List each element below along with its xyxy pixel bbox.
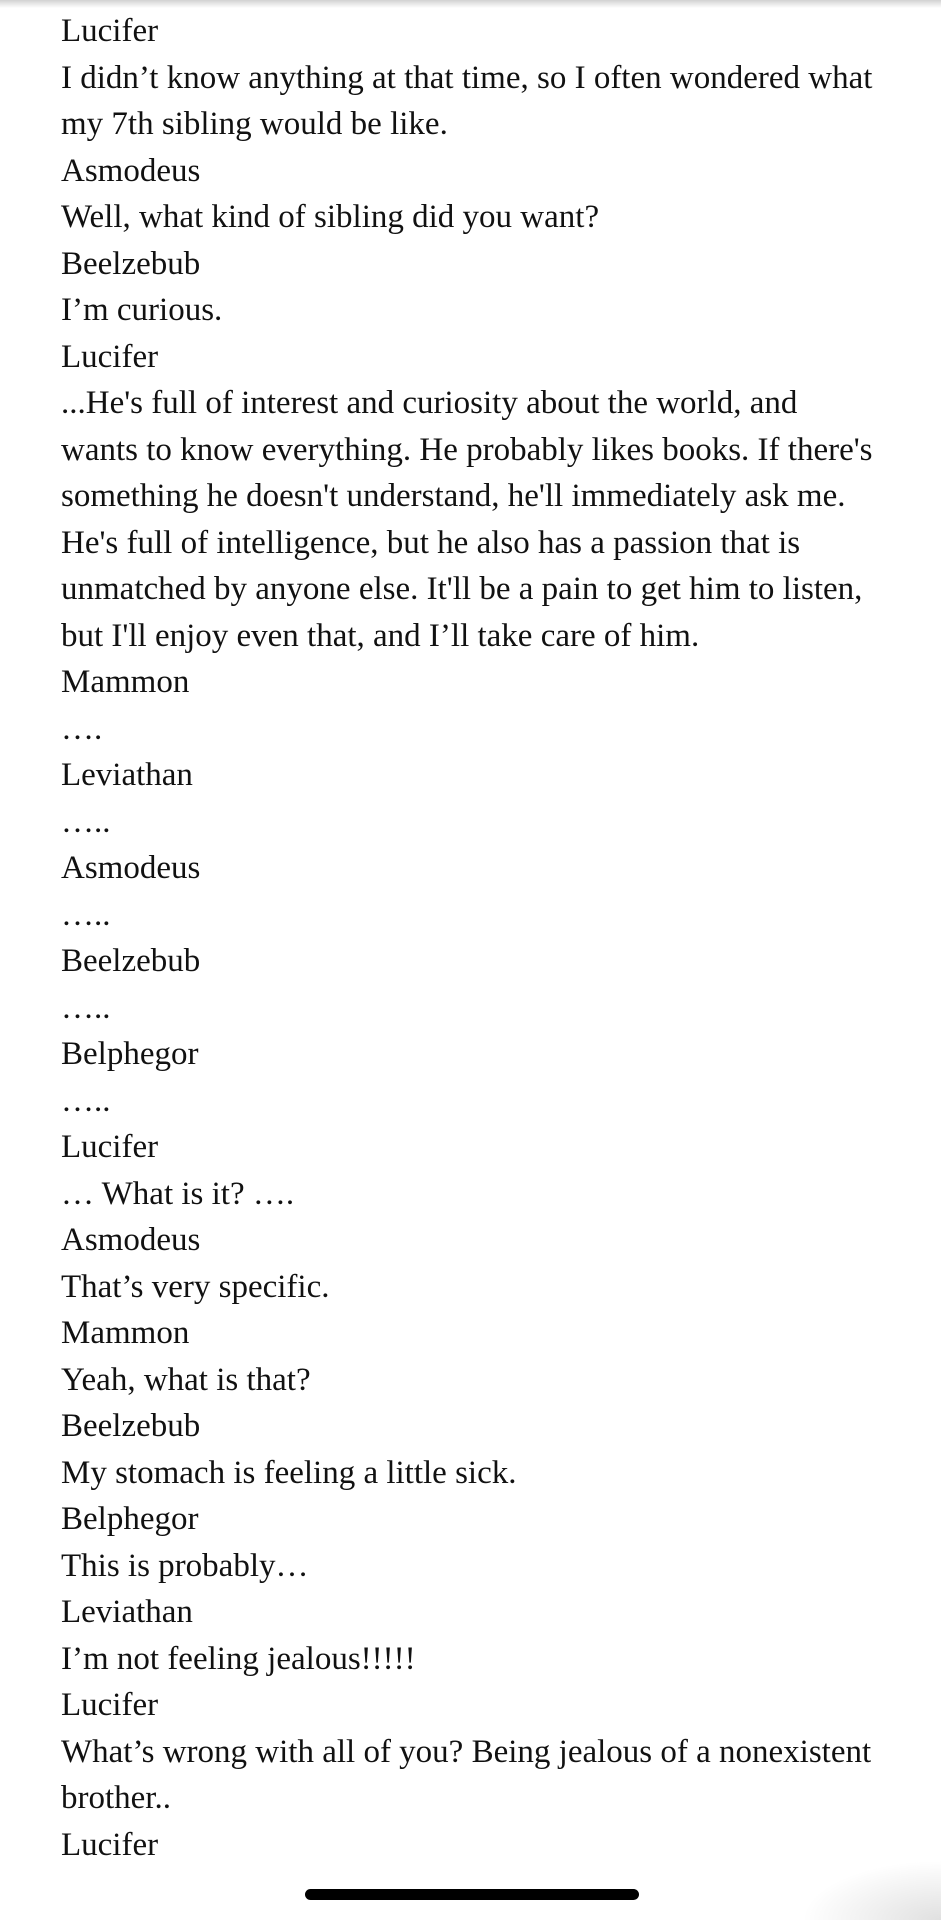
speaker-name: Beelzebub (61, 245, 201, 282)
dialogue-text: ….. (61, 803, 111, 840)
speaker-name: Leviathan (61, 757, 193, 793)
corner-shadow (801, 1860, 941, 1920)
dialogue-text: Yeah, what is that? (61, 1361, 311, 1398)
speaker-name: Lucifer (61, 1687, 159, 1723)
speaker-name: Lucifer (61, 1826, 159, 1863)
speaker-name: Leviathan (61, 1594, 193, 1630)
dialogue-text: ….. (61, 1082, 111, 1119)
speaker-name: Mammon (61, 1315, 190, 1351)
dialogue-text: I didn’t know anything at that time, so I often wondered what my 7th sibling would be like. (61, 59, 881, 142)
dialogue-transcript (61, 8, 881, 1868)
home-indicator-bar[interactable] (305, 1889, 639, 1900)
dialogue-text: ….. (61, 896, 111, 933)
speaker-name: Beelzebub (61, 943, 201, 979)
dialogue-text: …. (61, 710, 103, 747)
dialogue-text: What’s wrong with all of you? Being jealous of a nonexistent brother.. (61, 1733, 880, 1816)
speaker-name: Asmodeus (61, 152, 201, 189)
top-shadow (0, 0, 941, 8)
dialogue-text: I’m not feeling jealous!!!!! (61, 1640, 416, 1677)
dialogue-text: I’m curious. (61, 292, 223, 328)
speaker-name: Asmodeus (61, 1222, 201, 1258)
dialogue-text: My stomach is feeling a little sick. (61, 1454, 517, 1491)
speaker-name: Belphegor (61, 1036, 199, 1072)
dialogue-text: ...He's full of interest and curiosity about the world, and wants to know everything. He probably likes books. If there's something he doesn't understand, he'll immediately ask me. He's full of intelligence, but he also has a passion that is unmatched by anyone else. It'll be a pain to get him to listen, but I'll enjoy even that, and I’ll take care of him. (61, 385, 881, 654)
dialogue-text: This is probably… (61, 1547, 309, 1584)
speaker-name: Beelzebub (61, 1408, 201, 1444)
speaker-name: Lucifer (61, 13, 159, 49)
dialogue-text: ….. (61, 989, 111, 1026)
dialogue-text: … What is it? …. (61, 1175, 295, 1212)
speaker-name: Belphegor (61, 1501, 199, 1537)
speaker-name: Mammon (61, 664, 190, 700)
speaker-name: Lucifer (61, 1129, 159, 1165)
dialogue-text: That’s very specific. (61, 1268, 330, 1305)
speaker-name: Asmodeus (61, 850, 201, 886)
dialogue-text: Well, what kind of sibling did you want? (61, 199, 600, 235)
speaker-name: Lucifer (61, 338, 159, 375)
